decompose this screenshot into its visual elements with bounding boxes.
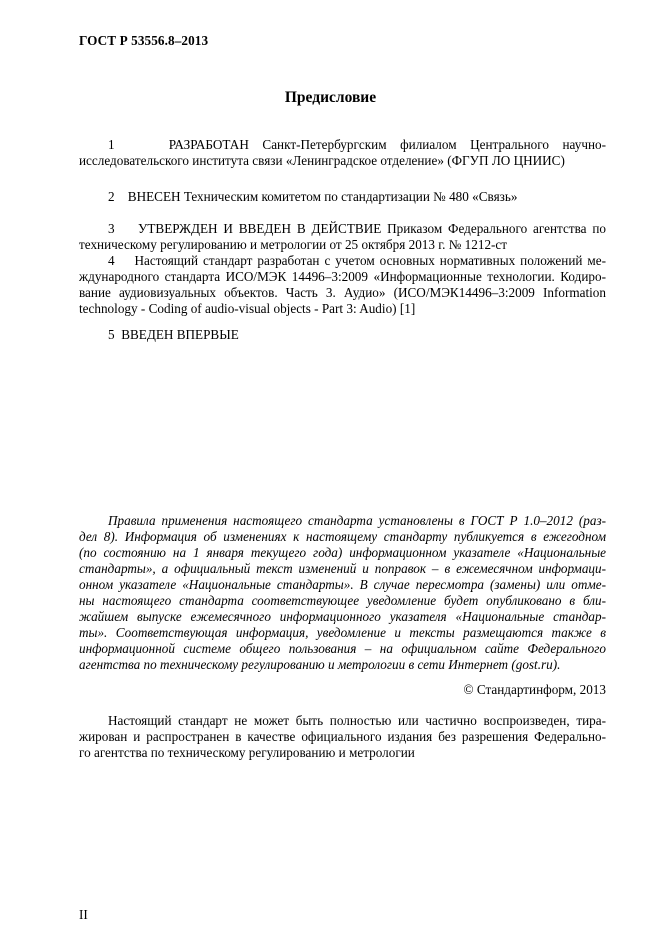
item-text-line: исследовательского института связи «Ленинградское отделение» (ФГУП ЛО ЦНИИС) [79,153,565,168]
foreword-item-4 [79,253,606,317]
note-line: ны настоящего стандарта соответствующее уведомление будет опубликовано в бли- [79,593,606,608]
note-line: дел 8). Информация об изменениях к настоящему стандарту публикуется в ежегодном [79,529,606,544]
item-text-line: ВВЕДЕН ВПЕРВЫЕ [121,327,239,342]
foreword-item-2 [79,189,606,205]
note-line: Правила применения настоящего стандарта установлены в ГОСТ Р 1.0–2012 (раз- [108,513,606,528]
page-number: II [79,907,88,922]
note-line: го агентства по техническому регулированию и метрологии [79,745,415,760]
item-text-line: ждународного стандарта ИСО/МЭК 14496–3:2009 «Информационные технологии. Кодиро- [79,269,606,284]
note-line: стандарты», а официальный текст изменений и поправок – в ежемесячном информаци- [79,561,606,576]
item-number: 5 [108,327,115,342]
foreword-item-3 [79,221,606,253]
note-line: жайшем выпуске ежемесячного информационного указателя «Национальные стандар- [79,609,606,624]
item-text-line: Настоящий стандарт разработан с учетом основных нормативных положений ме- [134,253,607,268]
note-line: информационной системе общего пользования – на официальном сайте Федерального [79,641,606,656]
item-number: 3 [108,221,115,236]
foreword-item-5 [79,327,606,343]
note-line: ты». Соответствующая информация, уведомление и тексты размещаются также в [79,625,606,640]
reproduction-note [79,713,606,761]
note-line: Настоящий стандарт не может быть полностью или частично воспроизведен, тира- [108,713,606,728]
copyright-notice: © Стандартинформ, 2013 [463,682,606,697]
standard-code-header: ГОСТ Р 53556.8–2013 [79,33,209,48]
item-text-line: ВНЕСЕН Техническим комитетом по стандартизации № 480 «Связь» [127,189,518,204]
foreword-item-1 [79,137,606,169]
page-title: Предисловие [284,89,377,106]
item-number: 2 [108,189,115,204]
note-line: (по состоянию на 1 января текущего года) информационном указателе «Национальные [79,545,606,560]
item-text-line: вание аудиовизуальных объектов. Часть 3. Аудио» (ИСО/МЭК14496–3:2009 Information [79,285,606,300]
item-text-line: РАЗРАБОТАН Санкт-Петербургским филиалом Центрального научно- [168,137,607,152]
item-text-line: technology - Coding of audio-visual objects - Part 3: Audio) [1] [79,301,416,316]
rules-note [79,513,606,673]
item-number: 4 [108,253,115,268]
item-text-line: УТВЕРЖДЕН И ВВЕДЕН В ДЕЙСТВИЕ Приказом Федерального агентства по [138,221,606,236]
item-number: 1 [108,137,115,152]
item-text-line: техническому регулированию и метрологии от 25 октября 2013 г. № 1212-ст [79,237,508,252]
note-line: агентства по техническому регулированию и метрологии в сети Интернет (gost.ru). [79,657,561,672]
note-line: онном указателе «Национальные стандарты». В случае пересмотра (замены) или отме- [79,577,606,592]
note-line: жирован и распространен в качестве официального издания без разрешения Федерально- [79,729,606,744]
